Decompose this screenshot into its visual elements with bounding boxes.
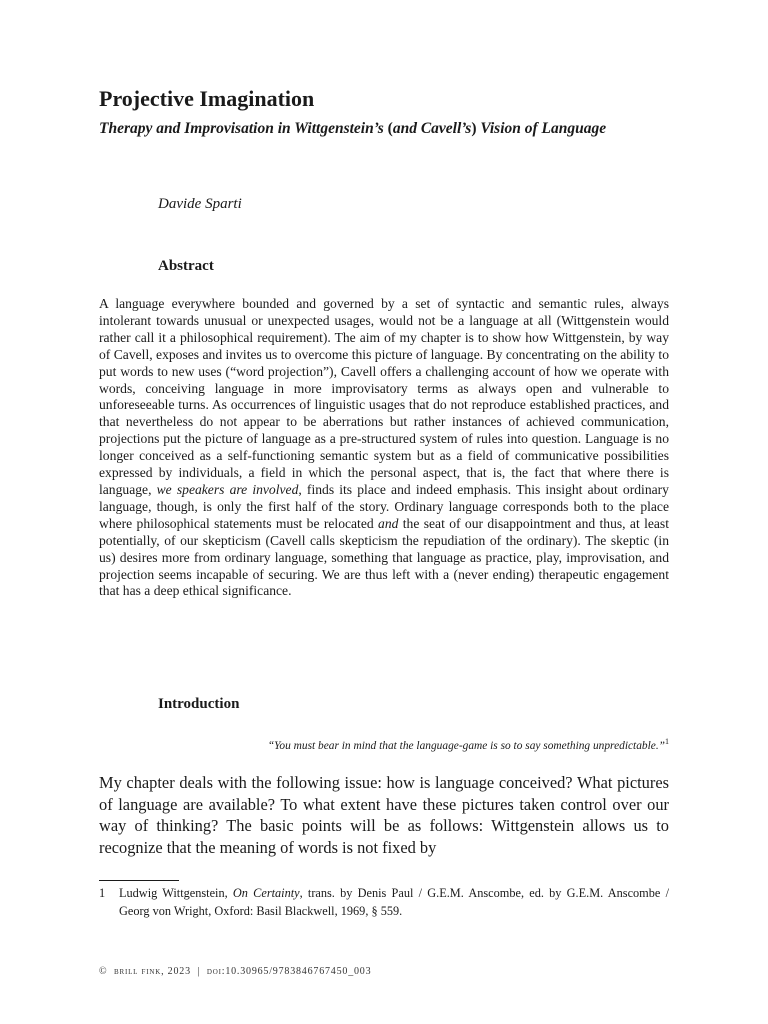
page-footer	[99, 966, 371, 977]
abstract-text-part-2: , finds its place and indeed emphasis. This insight about ordinary language, though, is only the first half of the story. Ordinary language corresponds both to the place where philosophical statements must be relocated	[99, 481, 669, 531]
abstract-emphasis-2: and	[378, 515, 399, 531]
subtitle-part-1: Therapy and Improvisation in Wittgenstein’s	[99, 120, 388, 137]
footer-doi[interactable]: doi:10.30965/9783846767450_003	[206, 966, 372, 977]
epigraph	[268, 737, 669, 752]
footnote	[99, 884, 669, 920]
footer-publisher: brill fink, 2023	[114, 966, 191, 977]
footnote-text-part-1: Ludwig Wittgenstein,	[119, 886, 233, 900]
footnote-divider	[99, 880, 179, 881]
abstract-text	[99, 296, 669, 600]
abstract-text-part-3: the seat of our disappointment and thus, at least potentially, of our skepticism (Cavell calls skepticism the repudiation of the ordinary). The skeptic (in us) desires more from ordinary language, something that language as practice, play, improvisation, and projection seems incapable of securing. We are thus left with a (never ending) therapeutic engagement that has a deep ethical significance.	[99, 515, 669, 599]
abstract-emphasis-1: we speakers are involved	[156, 481, 299, 497]
footnote-work-title: On Certainty	[232, 886, 300, 900]
footnote-text-part-2: , trans. by Denis Paul / G.E.M. Anscombe, ed. by G.E.M. Anscombe / Georg von Wright, Oxford: Basil Blackwell, 1969, § 559.	[119, 886, 669, 918]
footnote-number: 1	[99, 886, 106, 900]
author-name: Davide Sparti	[158, 196, 242, 212]
copyright-symbol: ©	[99, 966, 108, 977]
footer-separator: |	[197, 966, 201, 977]
abstract-text-part-1: A language everywhere bounded and governed by a set of syntactic and semantic rules, always intolerant towards unusual or unexpected usages, would not be a language at all (Wittgenstein would rather call it a philosophical requirement). The aim of my chapter is to show how Wittgenstein, by way of Cavell, exposes and invites us to overcome this picture of language. By concentrating on the ability to put words to new uses (“word projection”), Cavell offers a challenging account of how we operate with words, conceiving language in more improvisatory terms as always open and vulnerable to unforeseeable turns. As occurrences of linguistic usages that do not reproduce established practices, and that nevertheless do not appear to be aberrations but rather instances of achieved communication, projections put the picture of language as a pre-structured system of rules into question. Language is no longer conceived as a self-functioning semantic system but as a field of communicative possibilities expressed by individuals, a field in which the personal aspect, that is, the fact that where there is language,	[99, 296, 669, 497]
subtitle-part-3: Vision of Language	[476, 120, 607, 137]
footnote-text	[119, 884, 669, 920]
subtitle-part-2: and Cavell’s	[392, 120, 472, 137]
epigraph-quote: “You must bear in mind that the language-game is so to say something unpredictable.”	[267, 739, 665, 752]
subtitle-paren-open: (	[387, 120, 393, 137]
abstract-heading: Abstract	[158, 258, 214, 274]
page-title: Projective Imagination	[99, 86, 315, 111]
introduction-heading: Introduction	[158, 696, 240, 712]
page-subtitle	[99, 118, 639, 139]
subtitle-paren-close: )	[471, 120, 477, 137]
introduction-body: My chapter deals with the following issue: how is language conceived? What pictures of language are available? To what extent have these pictures taken control over our way of thinking? The basic points will be as follows: Wittgenstein allows us to recognize that the meaning of words is not fixed by	[99, 773, 669, 857]
epigraph-footnote-marker[interactable]: 1	[665, 737, 669, 746]
